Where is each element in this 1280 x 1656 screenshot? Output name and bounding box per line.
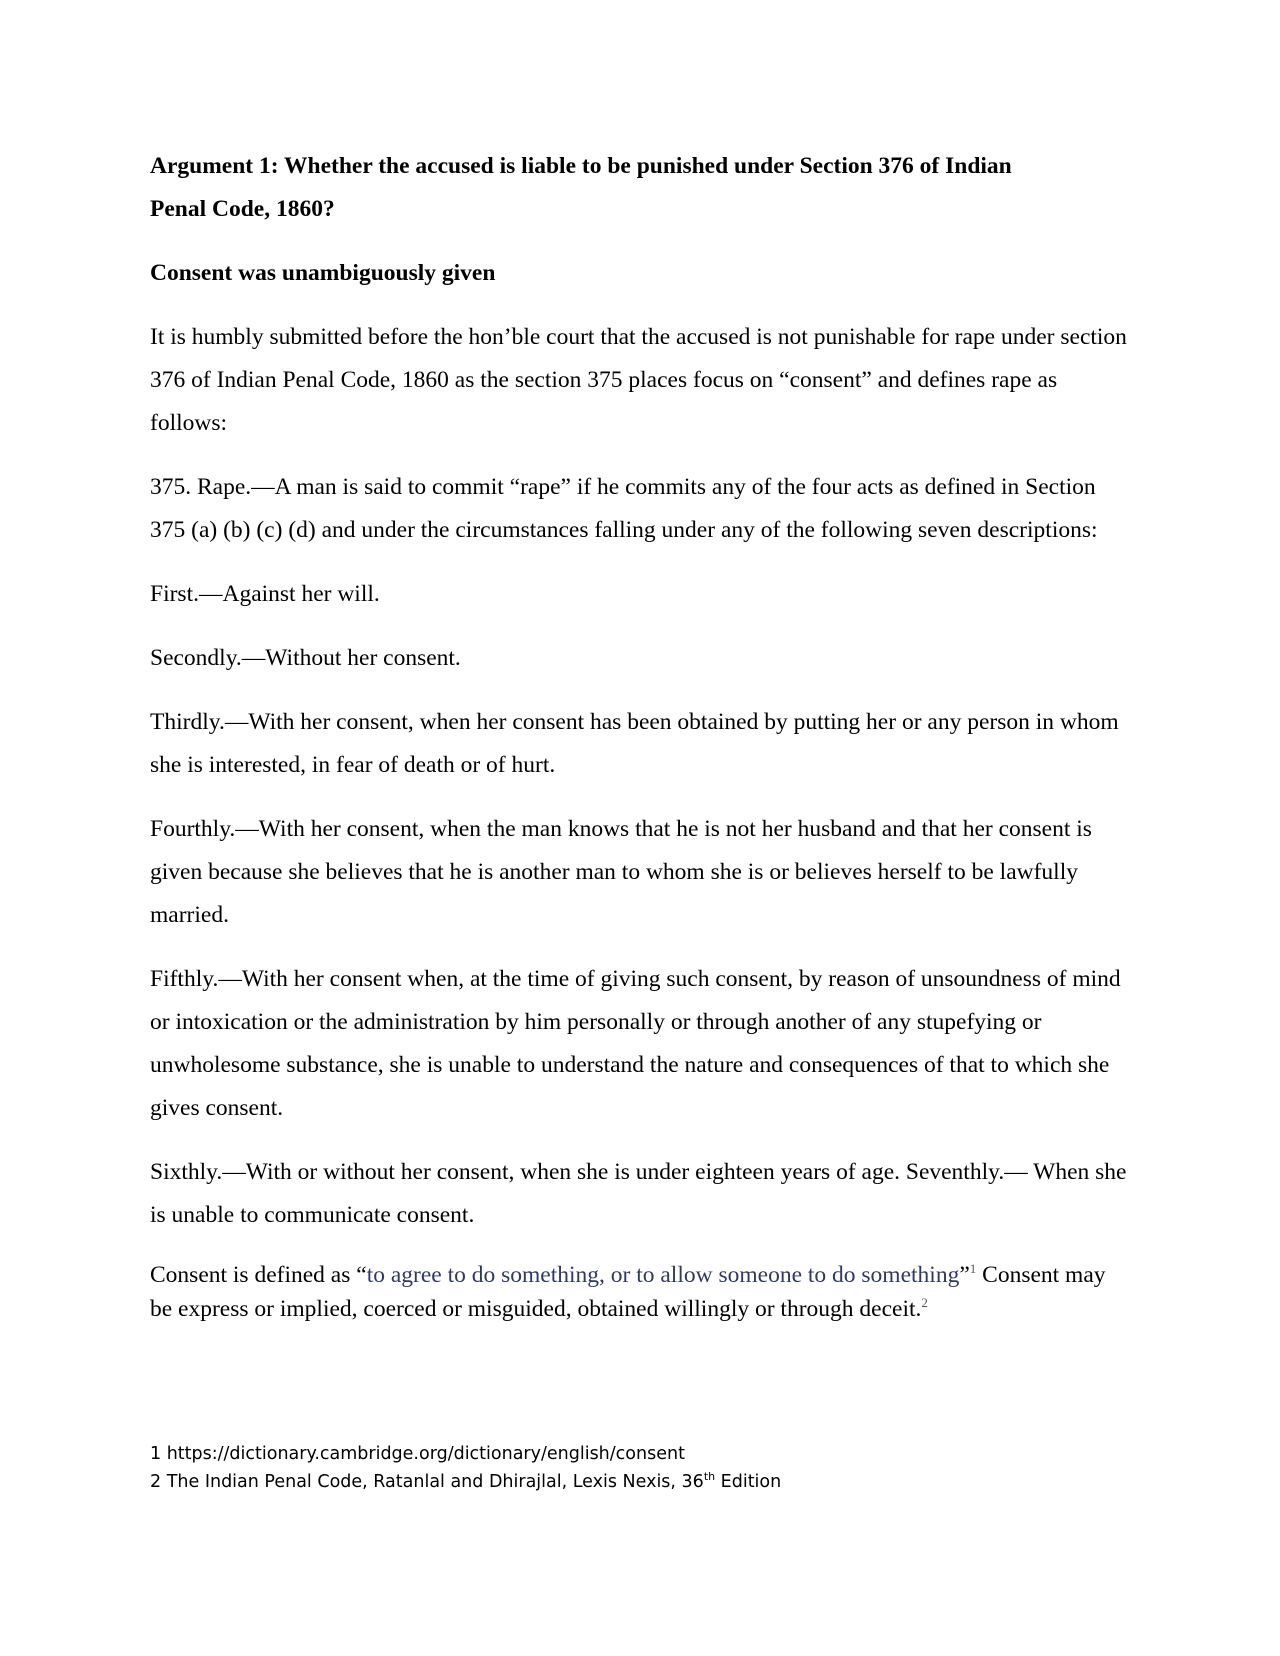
- footnote-2-number: 2: [150, 1472, 162, 1492]
- document-body: [150, 145, 1130, 1347]
- clause-sixth-seventh: Sixthly.—With or without her consent, when she is under eighteen years of age. Seventhly.— When she is unable to communicate consent.: [150, 1159, 1127, 1228]
- footnote-1-number: 1: [150, 1444, 162, 1464]
- intro-paragraph: It is humbly submitted before the hon’ble court that the accused is not punishable for rape under section 376 of Indian Penal Code, 1860 as the section 375 places focus on “consent” and defines rape as follows:: [150, 324, 1127, 436]
- consent-subheading: Consent was unambiguously given: [150, 260, 496, 286]
- consent-definition-paragraph: [150, 1258, 1130, 1326]
- consent-middle: Consent may be express or implied, coerced or misguided, obtained willingly or through deceit.: [150, 1262, 1106, 1322]
- footnote-2-text-after: Edition: [715, 1472, 782, 1492]
- section-375-definition: 375. Rape.—A man is said to commit “rape” if he commits any of the four acts as defined in Section 375 (a) (b) (c) (d) and under the circumstances falling under any of the following seven descriptions:: [150, 474, 1098, 543]
- clause-third: Thirdly.—With her consent, when her consent has been obtained by putting her or any person in whom she is interested, in fear of death or of hurt.: [150, 709, 1119, 778]
- footnotes: [150, 1440, 1130, 1496]
- footnote-ref-2[interactable]: 2: [921, 1295, 928, 1311]
- footnote-2-text: The Indian Penal Code, Ratanlal and Dhirajlal, Lexis Nexis, 36: [161, 1472, 704, 1492]
- consent-quote: to agree to do something, or to allow someone to do something: [366, 1262, 960, 1288]
- clause-second: Secondly.—Without her consent.: [150, 645, 461, 671]
- argument-heading: [150, 145, 1130, 231]
- clause-fifth: Fifthly.—With her consent when, at the time of giving such consent, by reason of unsoundness of mind or intoxication or the administration by him personally or through another of any stupefying or unwholesome substance, she is unable to understand the nature and consequences of that to which she gives consent.: [150, 966, 1121, 1121]
- clause-first: First.—Against her will.: [150, 581, 380, 607]
- footnote-2: [150, 1468, 1130, 1496]
- footnote-ref-1[interactable]: 1: [969, 1261, 977, 1277]
- footnote-1: [150, 1440, 1130, 1468]
- consent-quote-close: ”: [959, 1262, 970, 1288]
- footnote-1-text[interactable]: https://dictionary.cambridge.org/dictionary/english/consent: [161, 1444, 685, 1464]
- argument-heading-line1: Argument 1: Whether the accused is liable to be punished under Section 376 of Indian: [150, 153, 1012, 179]
- clause-fourth: Fourthly.—With her consent, when the man knows that he is not her husband and that her consent is given because she believes that he is another man to whom she is or believes herself to be lawfully married.: [150, 816, 1092, 928]
- consent-prefix: Consent is defined as “: [150, 1262, 367, 1288]
- footnote-2-superscript: th: [703, 1470, 716, 1484]
- argument-heading-line2: Penal Code, 1860?: [150, 196, 335, 222]
